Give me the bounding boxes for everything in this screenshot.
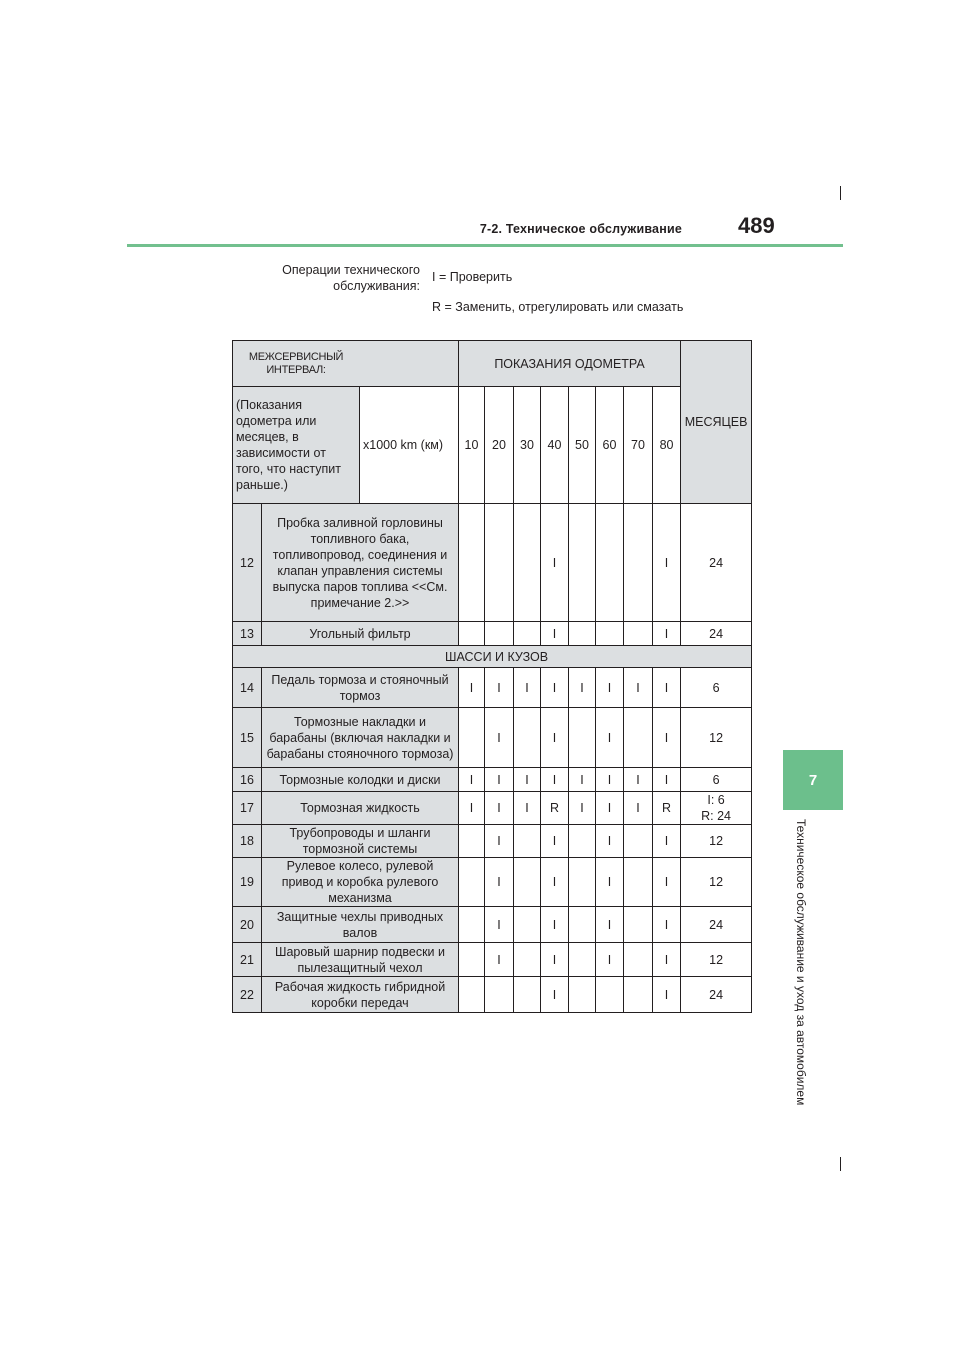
row-value [569, 943, 596, 977]
row-value: I [596, 708, 624, 768]
row-months [681, 977, 752, 1013]
row-value [596, 504, 624, 622]
row-number: 22 [233, 977, 262, 1013]
row-number: 20 [233, 907, 262, 943]
row-value [514, 977, 541, 1013]
row-value [569, 708, 596, 768]
row-value [624, 708, 653, 768]
months-value: 12 [709, 952, 724, 967]
row-value: I [514, 768, 541, 792]
row-months [681, 943, 752, 977]
row-item-name: Тормозные накладки и барабаны (включая накладки и барабаны стояночного тормоза) [262, 708, 459, 768]
row-value: I [596, 825, 624, 858]
row-value: I [624, 768, 653, 792]
row-value: I [541, 668, 569, 708]
row-number: 21 [233, 943, 262, 977]
reading-label [233, 387, 459, 504]
km-header-cell: 80 [653, 387, 681, 504]
row-value: I [653, 622, 681, 646]
row-value [459, 858, 485, 907]
km-header-cell: 50 [569, 387, 596, 504]
page-number: 489 [738, 213, 775, 238]
row-value: I [541, 977, 569, 1013]
row-value: I [485, 907, 514, 943]
row-value [459, 977, 485, 1013]
row-number: 14 [233, 668, 262, 708]
km-header-cell: 10 [459, 387, 485, 504]
row-value [459, 622, 485, 646]
row-value [569, 858, 596, 907]
row-value: I [653, 907, 681, 943]
row-value [459, 907, 485, 943]
row-number: 18 [233, 825, 262, 858]
row-value [624, 907, 653, 943]
months-value: 6 [712, 772, 720, 787]
months-value: 24 [709, 917, 724, 932]
row-value: I [653, 708, 681, 768]
km-header-cell: 40 [541, 387, 569, 504]
row-value [485, 504, 514, 622]
row-months [681, 858, 752, 907]
row-value [514, 708, 541, 768]
months-value: 24 [709, 987, 724, 1002]
row-value: I [541, 504, 569, 622]
row-item-name: Рулевое колесо, рулевой привод и коробка рулевого механизма [262, 858, 459, 907]
months-value-2: R: 24 [701, 809, 732, 823]
row-value: I [541, 943, 569, 977]
row-value: I [569, 768, 596, 792]
row-value: I [653, 504, 681, 622]
table-row [233, 943, 752, 977]
row-item-name: Рабочая жидкость гибридной коробки передач [262, 977, 459, 1013]
table-row [233, 792, 752, 825]
months-value: I: 6 [707, 793, 725, 807]
row-item-name: Угольный фильтр [262, 622, 459, 646]
row-value [485, 977, 514, 1013]
reading-text: (Показания одометра или месяцев, в зависимости от того, что наступит раньше.) [236, 398, 341, 492]
row-value [596, 977, 624, 1013]
months-value: 12 [709, 834, 724, 848]
row-item-name: Тормозные колодки и диски [262, 768, 459, 792]
row-value: I [596, 768, 624, 792]
row-value: I [541, 907, 569, 943]
row-number: 16 [233, 768, 262, 792]
row-value: I [653, 825, 681, 858]
row-item-name: Педаль тормоза и стояночный тормоз [262, 668, 459, 708]
row-value [624, 977, 653, 1013]
row-item-name: Шаровый шарнир подвески и пылезащитный чехол [262, 943, 459, 977]
table-row [233, 768, 752, 792]
row-value: I [485, 668, 514, 708]
row-value: I [653, 858, 681, 907]
row-value: I [485, 768, 514, 792]
row-value: I [596, 907, 624, 943]
row-item-name: Пробка заливной горловины топливного бака, топливопровод, соединения и клапан управления системы выпуска паров топлива <<См. примечание 2.>> [262, 504, 459, 622]
row-months [681, 708, 752, 768]
crop-mark-top [840, 186, 841, 200]
km-header-cell: 30 [514, 387, 541, 504]
legend-inspect: I = Проверить [432, 270, 513, 284]
row-value [569, 622, 596, 646]
row-value [569, 825, 596, 858]
row-value: I [459, 668, 485, 708]
row-months [681, 504, 752, 622]
row-value [514, 622, 541, 646]
row-value [514, 858, 541, 907]
row-value: I [459, 768, 485, 792]
row-value [569, 977, 596, 1013]
crop-mark-bottom [840, 1157, 841, 1171]
row-value: I [485, 825, 514, 858]
header-rule [127, 244, 843, 247]
legend-replace: R = Заменить, отрегулировать или смазать [432, 300, 684, 314]
months-value: 24 [709, 555, 724, 570]
row-value: I [485, 858, 514, 907]
row-value [459, 825, 485, 858]
months-label: МЕСЯЦЕВ [681, 341, 752, 504]
months-value: 12 [709, 875, 724, 889]
row-value [624, 622, 653, 646]
row-months [681, 622, 752, 646]
row-value [485, 622, 514, 646]
odometer-label: ПОКАЗАНИЯ ОДОМЕТРА [459, 341, 681, 387]
row-months [681, 668, 752, 708]
section-title: 7-2. Техническое обслуживание [479, 222, 682, 236]
row-value: I [569, 792, 596, 825]
row-value: I [653, 977, 681, 1013]
row-number: 17 [233, 792, 262, 825]
table-row [233, 668, 752, 708]
row-value: I [624, 792, 653, 825]
row-value [514, 825, 541, 858]
km-header-cell: 70 [624, 387, 653, 504]
row-months [681, 907, 752, 943]
section-chassis: ШАССИ И КУЗОВ [233, 646, 752, 668]
header-row-2 [233, 387, 752, 504]
row-value: I [541, 858, 569, 907]
table-row [233, 907, 752, 943]
row-value [624, 943, 653, 977]
row-value [459, 708, 485, 768]
row-months [681, 825, 752, 858]
row-value: I [541, 708, 569, 768]
row-value [624, 504, 653, 622]
chapter-side-title: Техническое обслуживание и уход за автомобилем [794, 819, 808, 1106]
row-months [681, 768, 752, 792]
row-value [596, 622, 624, 646]
row-value: R [653, 792, 681, 825]
table-row [233, 622, 752, 646]
row-value: I [514, 668, 541, 708]
table-row [233, 858, 752, 907]
row-value [459, 943, 485, 977]
row-value [624, 858, 653, 907]
row-value [514, 504, 541, 622]
header-row-1 [233, 341, 752, 387]
row-item-name: Защитные чехлы приводных валов [262, 907, 459, 943]
row-value: I [596, 858, 624, 907]
row-value: I [624, 668, 653, 708]
legend-label: Операции технического обслуживания: [282, 263, 420, 293]
months-value: 12 [709, 730, 724, 745]
section-row [233, 646, 752, 668]
row-value: I [459, 792, 485, 825]
row-value: I [596, 668, 624, 708]
row-item-name: Трубопроводы и шланги тормозной системы [262, 825, 459, 858]
row-value: R [541, 792, 569, 825]
unit-label: x1000 km (км) [359, 387, 458, 503]
row-value: I [653, 668, 681, 708]
row-value: I [514, 792, 541, 825]
months-value: 6 [712, 680, 720, 695]
row-value: I [485, 943, 514, 977]
row-value: I [541, 768, 569, 792]
row-number: 12 [233, 504, 262, 622]
row-item-name: Тормозная жидкость [262, 792, 459, 825]
row-value [514, 907, 541, 943]
row-value [569, 504, 596, 622]
table-row [233, 708, 752, 768]
row-number: 19 [233, 858, 262, 907]
row-value: I [596, 943, 624, 977]
row-value: I [541, 622, 569, 646]
row-number: 13 [233, 622, 262, 646]
row-value [459, 504, 485, 622]
row-value: I [653, 943, 681, 977]
row-value: I [596, 792, 624, 825]
km-header-cell: 20 [485, 387, 514, 504]
row-value [624, 825, 653, 858]
row-value: I [485, 792, 514, 825]
months-value: 24 [709, 626, 724, 641]
row-value: I [485, 708, 514, 768]
row-value: I [541, 825, 569, 858]
table-row [233, 977, 752, 1013]
maintenance-table [232, 340, 752, 1013]
chapter-tab: 7 [783, 750, 843, 810]
row-number: 15 [233, 708, 262, 768]
row-value: I [653, 768, 681, 792]
table-row [233, 825, 752, 858]
row-months [681, 792, 752, 825]
row-value [514, 943, 541, 977]
km-header-cell: 60 [596, 387, 624, 504]
interval-label: МЕЖСЕРВИСНЫЙ ИНТЕРВАЛ: [233, 341, 459, 387]
table-row [233, 504, 752, 622]
row-value [569, 907, 596, 943]
row-value: I [569, 668, 596, 708]
